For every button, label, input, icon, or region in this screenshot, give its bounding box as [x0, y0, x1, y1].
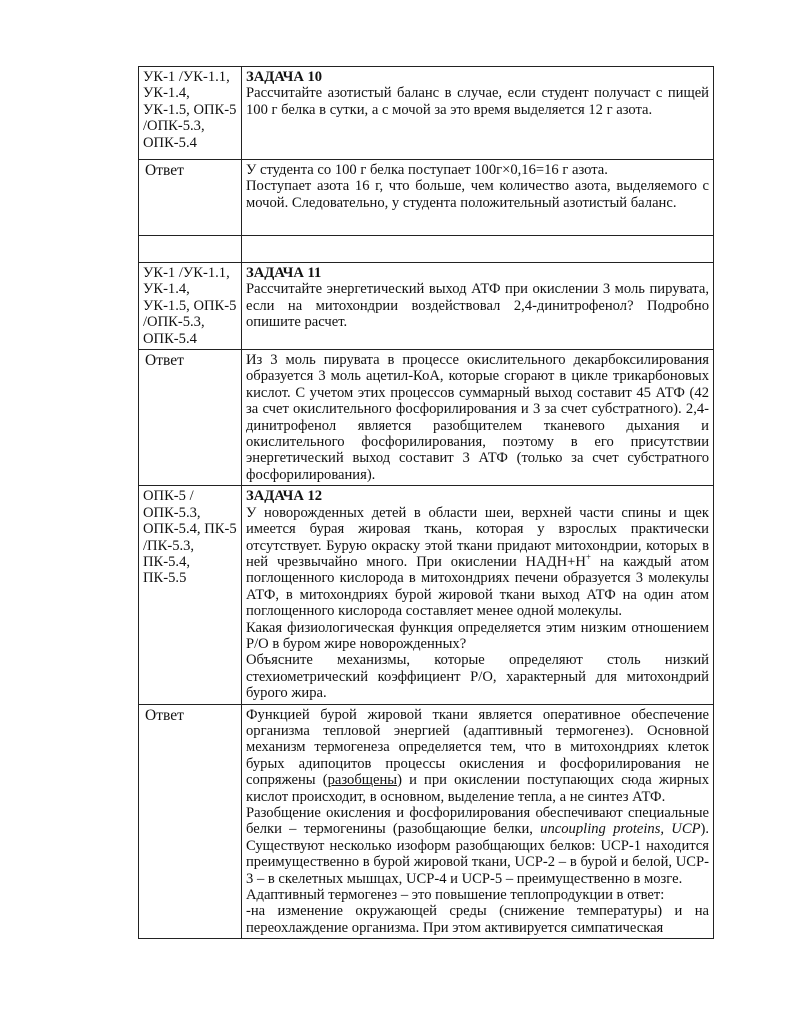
- task-10-competencies: УК-1 /УК-1.1, УК-1.4, УК-1.5, ОПК-5 /ОПК-5.3, ОПК-5.4: [139, 67, 242, 160]
- task-11-answer-cell: [242, 350, 714, 486]
- task-12-answer-row: [139, 704, 714, 939]
- task-12-answer-2-italic: uncoupling proteins, UCP: [540, 821, 701, 838]
- task-12-question-2: Какая физиологическая функция определяется этим низким отношением Р/О в буром жире новорожденных?: [246, 619, 709, 652]
- task-10-row: [139, 67, 714, 160]
- task-11-answer-text: Из 3 моль пирувата в процессе окислительного декарбоксилирования образуется 3 моль ацетил-КоА, которые сгорают в цикле трикарбоновых кислот. С учетом этих процессов суммарный выход составит 45 АТФ (42 за счет окислительного фосфорилирования и 3 за счет субстратного). 2,4-динитрофенол является разобщителем тканевого дыхания и окислительного фосфорилирования, поэтому в его присутствии энергетический выход составит 3 АТФ (только за счет субстратного фосфорилирования).: [246, 352, 709, 483]
- task-11-answer-label: Ответ: [139, 350, 242, 486]
- task-10-title: ЗАДАЧА 10: [246, 69, 323, 85]
- task-12-question-1-sup: +: [585, 552, 591, 563]
- task-12-answer-3: Адаптивный термогенез – это повышение теплопродукции в ответ:: [246, 887, 665, 904]
- task-10-answer-row: [139, 160, 714, 236]
- task-11-competencies: УК-1 /УК-1.1, УК-1.4, УК-1.5, ОПК-5 /ОПК-5.3, ОПК-5.4: [139, 263, 242, 350]
- task-12-question-cell: [242, 486, 714, 704]
- task-12-competencies: ОПК-5 /ОПК-5.3, ОПК-5.4, ПК-5 /ПК-5.3, ПК-5.4, ПК-5.5: [139, 486, 242, 704]
- task-12-answer-label: Ответ: [139, 704, 242, 939]
- task-11-question: Рассчитайте энергетический выход АТФ при окислении 3 моль пирувата, если на митохондрии воздействовал 2,4-динитрофенол? Подробно опишите расчет.: [246, 281, 709, 331]
- task-12-answer-1: [246, 707, 709, 805]
- task-12-question-1: [246, 505, 709, 620]
- task-12-answer-2-pre: Разобщение окисления и фосфорилирования обеспечивают специальные белки – термогенины (разобщающие белки,: [246, 805, 709, 838]
- task-12-answer-4: -на изменение окружающей среды (снижение температуры) и на переохлаждение организма. При этом активируется симпатическая: [246, 903, 709, 936]
- task-11-question-cell: [242, 263, 714, 350]
- task-12-answer-2-post: ). Существуют несколько изоформ разобщающих белков: UCP-1 находится преимущественно в бурой жировой ткани, UCP-2 – в бурой и белой, UCP-3 – в скелетных мышцах, UCP-4 и UCP-5 – преимущественно в мозге.: [246, 821, 709, 887]
- task-12-row: [139, 486, 714, 704]
- task-12-question-1-pre: У новорожденных детей в области шеи, верхней части спины и щек имеется бурая жировая ткань, которая у взрослых практически отсутствует. Бурую окраску этой ткани придают митохондрии, которых в ней чрезвычайно много. При окислении НАДН+Н: [246, 504, 709, 570]
- task-11-answer-row: [139, 350, 714, 486]
- task-12-answer-2: [246, 805, 709, 887]
- tasks-table: [138, 66, 714, 939]
- spacer-left: [139, 236, 242, 263]
- task-12-question-1-post: на каждый атом поглощенного кислорода в митохондриях печени образуется 3 молекулы АТФ, в митохондриях бурой жировой ткани выход АТФ на один атом поглощенного кислорода составляет менее одной молекулы.: [246, 553, 709, 620]
- task-12-answer-1-post: ) и при окислении поступающих сюда жирных кислот происходит, в основном, выделение тепла, а не синтез АТФ.: [246, 772, 709, 805]
- task-11-title: ЗАДАЧА 11: [246, 265, 322, 281]
- task-12-question-3: Объясните механизмы, которые определяют столь низкий стехиометрический коэффициент Р/О, характерный для митохондрий бурого жира.: [246, 652, 709, 702]
- task-10-question-cell: [242, 67, 714, 160]
- task-10-answer-label: Ответ: [139, 160, 242, 236]
- task-10-answer-line-1: У студента со 100 г белка поступает 100г×0,16=16 г азота.: [246, 162, 608, 178]
- spacer-row: [139, 236, 714, 263]
- task-10-answer-line-2: Поступает азота 16 г, что больше, чем количество азота, выделяемого с мочой. Следовательно, у студента положительный азотистый баланс.: [246, 178, 709, 211]
- spacer-right: [242, 236, 714, 263]
- task-10-answer-cell: [242, 160, 714, 236]
- task-10-question: Рассчитайте азотистый баланс в случае, если студент получаст с пищей 100 г белка в сутки, а с мочой за это время выделяется 12 г азота.: [246, 85, 709, 118]
- task-12-answer-cell: [242, 704, 714, 939]
- task-12-answer-1-underlined: разобщены: [327, 772, 398, 789]
- task-11-row: [139, 263, 714, 350]
- document-sheet: [138, 66, 714, 939]
- task-12-title: ЗАДАЧА 12: [246, 488, 323, 505]
- task-12-answer-1-pre: Функцией бурой жировой ткани является оперативное обеспечение организма тепловой энергией (адаптивный термогенез). Основной механизм термогенеза определяется тем, что в митохондриях клеток бурых адипоцитов процессы окисления и фосфорилирования не сопряжены (: [246, 706, 709, 789]
